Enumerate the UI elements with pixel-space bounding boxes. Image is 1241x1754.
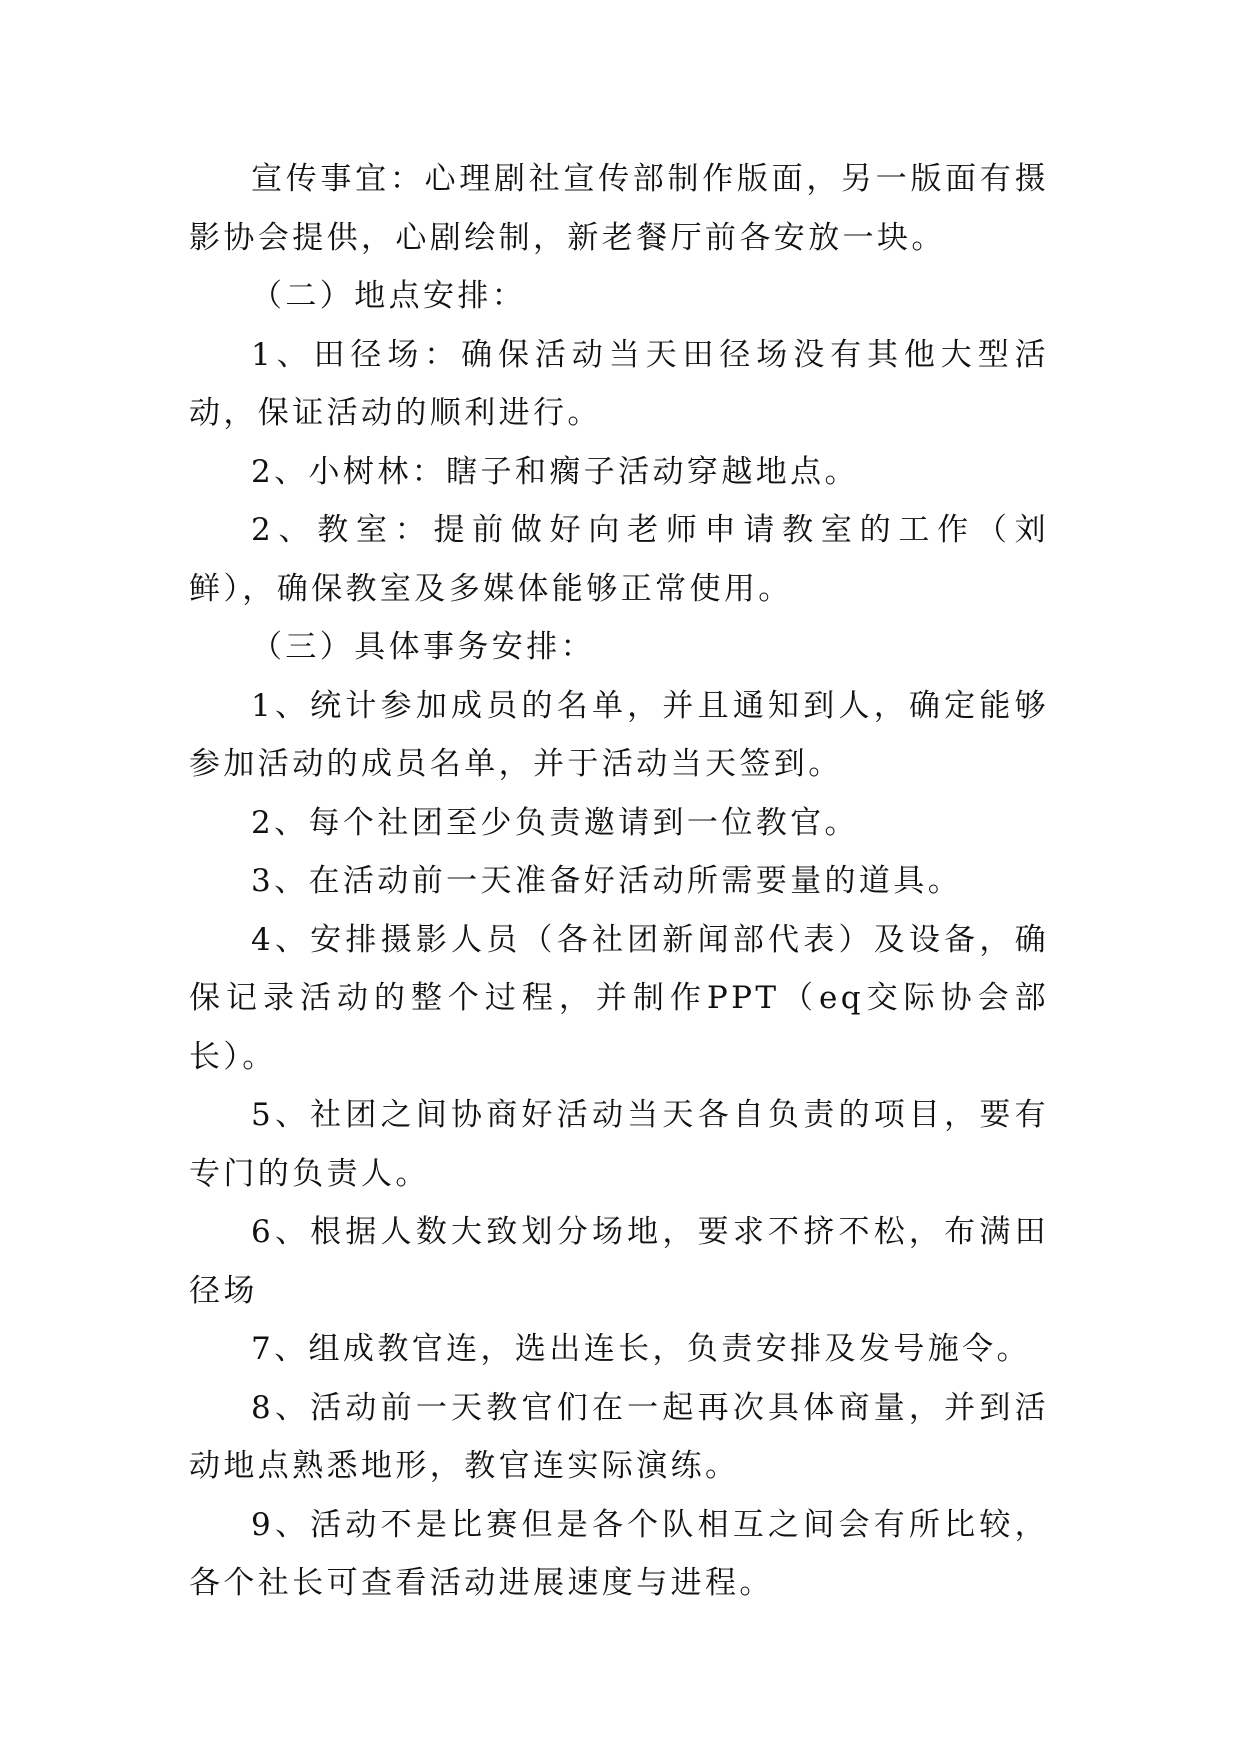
paragraph-task-7: 7、组成教官连，选出连长，负责安排及发号施令。 bbox=[251, 1331, 1031, 1367]
paragraph-task-3: 3、在活动前一天准备好活动所需要量的道具。 bbox=[251, 863, 963, 899]
paragraph-publicity: 宣传事宜：心理剧社宣传部制作版面，另一版面有摄影协会提供，心剧绘制，新老餐厅前各安放一块。 bbox=[189, 161, 1049, 256]
paragraph-venue-grove: 2、小树林：瞎子和瘸子活动穿越地点。 bbox=[251, 453, 859, 490]
paragraph-task-9: 9、活动不是比赛但是各个队相互之间会有所比较，各个社长可查看活动进展速度与进程。 bbox=[189, 1506, 1049, 1601]
paragraph-task-4: 4、安排摄影人员（各社团新闻部代表）及设备，确保记录活动的整个过程，并制作PPT（eq交际协会部长）。 bbox=[189, 921, 1049, 1075]
paragraph-task-2: 2、每个社团至少负责邀请到一位教官。 bbox=[251, 804, 859, 841]
document-body bbox=[189, 150, 1049, 1613]
paragraph-task-8: 8、活动前一天教官们在一起再次具体商量，并到活动地点熟悉地形，教官连实际演练。 bbox=[189, 1389, 1049, 1484]
paragraph-venue-track: 1、田径场：确保活动当天田径场没有其他大型活动，保证活动的顺利进行。 bbox=[189, 336, 1049, 431]
paragraph-task-5: 5、社团之间协商好活动当天各自负责的项目，要有专门的负责人。 bbox=[189, 1097, 1049, 1192]
paragraph-venue-classroom: 2、教室：提前做好向老师申请教室的工作（刘鲜），确保教室及多媒体能够正常使用。 bbox=[189, 512, 1049, 607]
section-heading-tasks: （三）具体事务安排： bbox=[251, 629, 595, 665]
paragraph-task-6: 6、根据人数大致划分场地，要求不挤不松，布满田径场 bbox=[189, 1214, 1049, 1309]
paragraph-task-1: 1、统计参加成员的名单，并且通知到人，确定能够参加活动的成员名单，并于活动当天签到。 bbox=[189, 687, 1049, 782]
section-heading-venue: （二）地点安排： bbox=[251, 278, 527, 314]
